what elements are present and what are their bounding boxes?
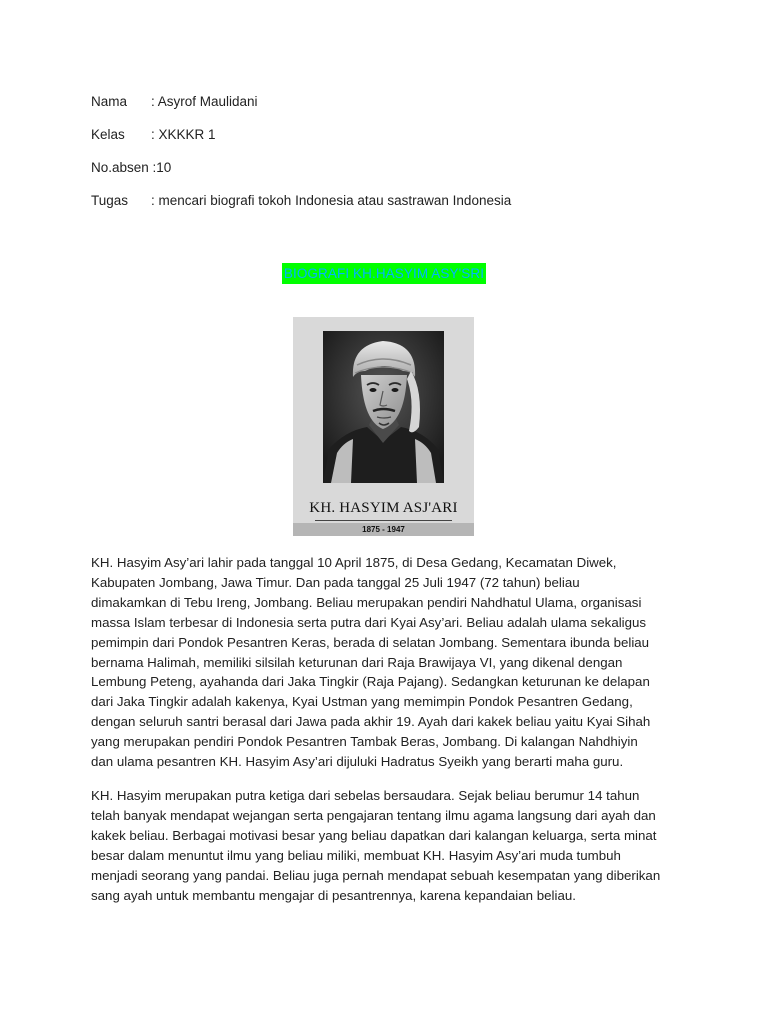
class-label: Kelas (91, 127, 125, 142)
paragraph-line: dengan seluruh santri berasal dari Jawa pada akhir 19. Ayah dari kakek beliau yaitu Kyai Sihah (91, 714, 651, 730)
document-title: BIOGRAFI KH.HASYIM ASY'SRI (282, 263, 486, 284)
class-field (91, 126, 216, 144)
paragraph-line: dan ulama pesantren KH. Hasyim Asy’ari dijuluki Hadratus Syeikh yang berarti maha guru. (91, 754, 624, 770)
paragraph-line: Kabupaten Jombang, Jawa Timur. Dan pada tanggal 25 Juli 1947 (72 tahun) beliau (91, 574, 580, 590)
paragraph-line: Lembung Peteng, ayahanda dari Jaka Tingkir (Raja Pajang). Sedangkan keturunan ke delapan (91, 674, 650, 690)
paragraph-line: yang merupakan pendiri Pondok Pesantren Tambak Beras, Jombang. Di kalangan Nahdhiyin (91, 734, 638, 750)
paragraph-line: pemimpin dari Pondok Pesantren Keras, berada di selatan Jombang. Sementara ibunda beliau (91, 634, 650, 650)
portrait-image (323, 331, 444, 483)
paragraph-line: KH. Hasyim Asy’ari lahir pada tanggal 10 April 1875, di Desa Gedang, Kecamatan Diwek, (91, 555, 617, 570)
paragraph-line: KH. Hasyim merupakan putra ketiga dari sebelas bersaudara. Sejak beliau berumur 14 tahun (91, 788, 640, 803)
name-field (91, 93, 258, 111)
paragraph-line: dari Jaka Tingkir adalah kakenya, Kyai Ustman yang memimpin Pondok Pesantren Gedang, (91, 694, 633, 710)
paragraph-1 (91, 553, 681, 772)
paragraph-line: bernama Halimah, memiliki silsilah keturunan dari Raja Brawijaya VI, yang dikenal dengan (91, 654, 623, 670)
paragraph-line: telah banyak mendapat wejangan serta pengajaran tentang ilmu agama langsung dari ayah dan (91, 807, 656, 823)
task-value: : mencari biografi tokoh Indonesia atau sastrawan Indonesia (151, 193, 512, 208)
paragraph-line: dimakamkan di Tebu Ireng, Jombang. Beliau merupakan pendiri Nahdhatul Ulama, organisasi (91, 594, 642, 610)
name-value: : Asyrof Maulidani (151, 94, 258, 109)
absence-number-label: No.absen :10 (91, 160, 172, 175)
title-container (0, 263, 768, 284)
paragraph-line: sang ayah untuk membantu mengajar di pesantrennya, karena kepandaian beliau. (91, 887, 576, 903)
paragraph-line: menjadi seorang yang pandai. Beliau juga pernah mendapat sebuah kesempatan yang diberikan (91, 867, 661, 883)
absence-number-field (91, 159, 171, 177)
paragraph-line: massa Islam terbesar di Indonesia serta putra dari Kyai Asy’ari. Beliau adalah ulama sekaligus (91, 614, 647, 630)
photo-caption-name: KH. HASYIM ASJ'ARI (309, 500, 458, 516)
paragraph-line: kakek beliau. Berbagai motivasi besar yang beliau dapatkan dari kalangan keluarga, serta minat (91, 827, 657, 843)
class-value: : XKKKR 1 (151, 127, 216, 142)
paragraph-2 (91, 786, 681, 905)
paragraph-line: besar dalam menuntut ilmu yang beliau miliki, membuat KH. Hasyim Asy’ari muda tumbuh (91, 847, 621, 863)
task-field (91, 192, 512, 210)
task-label: Tugas (91, 193, 129, 208)
portrait-photo (293, 317, 474, 536)
photo-caption-years: 1875 - 1947 (293, 523, 474, 536)
name-label: Nama (91, 94, 128, 109)
caption-divider (315, 520, 452, 521)
